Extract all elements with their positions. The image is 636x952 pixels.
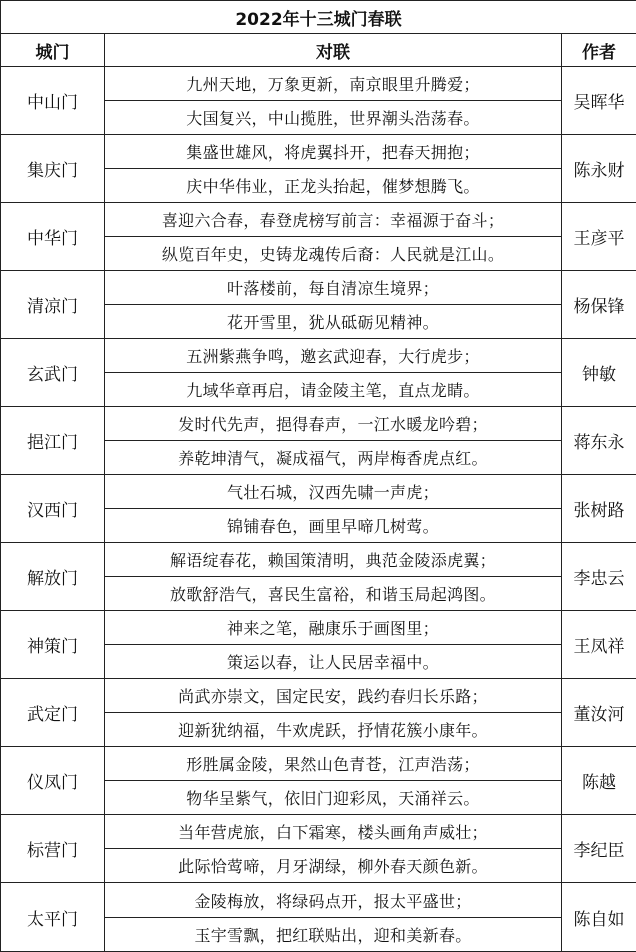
table-row [1, 883, 636, 918]
title-row [1, 1, 636, 34]
table-row [1, 747, 636, 781]
couplet-upper-line: 形胜属金陵，果然山色青苍，江声浩荡； [105, 747, 562, 781]
couplet-upper-line: 九州天地，万象更新，南京眼里升腾爱； [105, 67, 562, 101]
couplet-lower-line: 物华呈紫气，依旧门迎彩凤，天涌祥云。 [105, 781, 562, 815]
gate-name: 集庆门 [1, 135, 105, 203]
table-row [1, 679, 636, 713]
author-name: 钟敏 [562, 339, 636, 407]
gate-name: 标营门 [1, 815, 105, 883]
table-row [1, 271, 636, 305]
couplet-upper-line: 气壮石城，汉西先啸一声虎； [105, 475, 562, 509]
couplet-lower-line: 纵览百年史，史铸龙魂传后裔：人民就是江山。 [105, 237, 562, 271]
couplet-lower-line: 养乾坤清气，凝成福气，两岸梅香虎点红。 [105, 441, 562, 475]
author-name: 陈自如 [562, 883, 636, 952]
table-row [1, 475, 636, 509]
couplet-upper-line: 喜迎六合春，春登虎榜写前言：幸福源于奋斗； [105, 203, 562, 237]
couplet-upper-line: 发时代先声，挹得春声，一江水暖龙吟碧； [105, 407, 562, 441]
couplet-upper-line: 叶落楼前，每自清凉生境界； [105, 271, 562, 305]
table-row [1, 611, 636, 645]
gate-name: 武定门 [1, 679, 105, 747]
table-row [1, 407, 636, 441]
couplet-lower-line: 玉宇雪飘，把红联贴出，迎和美新春。 [105, 918, 562, 952]
author-name: 陈永财 [562, 135, 636, 203]
couplet-upper-line: 解语绽春花，赖国策清明，典范金陵添虎翼； [105, 543, 562, 577]
gate-name: 清凉门 [1, 271, 105, 339]
couplet-upper-line: 尚武亦崇文，国定民安，践约春归长乐路； [105, 679, 562, 713]
table-row [1, 67, 636, 101]
couplet-upper-line: 当年营虎旅，白下霜寒，楼头画角声威壮； [105, 815, 562, 849]
gate-name: 太平门 [1, 883, 105, 952]
couplet-upper-line: 神来之笔，融康乐于画图里； [105, 611, 562, 645]
author-name: 李忠云 [562, 543, 636, 611]
header-row [1, 34, 636, 67]
author-name: 王彦平 [562, 203, 636, 271]
gate-name: 神策门 [1, 611, 105, 679]
couplet-upper-line: 五洲紫燕争鸣，邀玄武迎春，大行虎步； [105, 339, 562, 373]
header-couplet: 对联 [105, 34, 562, 67]
author-name: 杨保锋 [562, 271, 636, 339]
author-name: 张树路 [562, 475, 636, 543]
author-name: 李纪臣 [562, 815, 636, 883]
couplet-lower-line: 花开雪里，犹从砥砺见精神。 [105, 305, 562, 339]
couplet-upper-line: 集盛世雄风，将虎翼抖开，把春天拥抱； [105, 135, 562, 169]
author-name: 蒋东永 [562, 407, 636, 475]
gate-name: 中山门 [1, 67, 105, 135]
couplet-lower-line: 放歌舒浩气，喜民生富裕，和谐玉局起鸿图。 [105, 577, 562, 611]
table-row [1, 815, 636, 849]
couplet-lower-line: 策运以春，让人民居幸福中。 [105, 645, 562, 679]
couplet-lower-line: 庆中华伟业，正龙头抬起，催梦想腾飞。 [105, 169, 562, 203]
couplet-upper-line: 金陵梅放，将绿码点开，报太平盛世； [105, 883, 562, 918]
gate-name: 玄武门 [1, 339, 105, 407]
gate-name: 挹江门 [1, 407, 105, 475]
gate-name: 仪凤门 [1, 747, 105, 815]
couplet-lower-line: 迎新犹纳福，牛欢虎跃，抒情花簇小康年。 [105, 713, 562, 747]
author-name: 董汝河 [562, 679, 636, 747]
author-name: 王凤祥 [562, 611, 636, 679]
gate-name: 中华门 [1, 203, 105, 271]
gate-name: 汉西门 [1, 475, 105, 543]
author-name: 吴晖华 [562, 67, 636, 135]
gate-name: 解放门 [1, 543, 105, 611]
table-row [1, 135, 636, 169]
table-row [1, 543, 636, 577]
couplet-lower-line: 大国复兴，中山揽胜，世界潮头浩荡春。 [105, 101, 562, 135]
couplet-lower-line: 锦铺春色，画里早啼几树莺。 [105, 509, 562, 543]
couplet-lower-line: 九域华章再启，请金陵主笔，直点龙睛。 [105, 373, 562, 407]
header-gate: 城门 [1, 34, 105, 67]
table-title: 2022年十三城门春联 [1, 1, 636, 34]
table-row [1, 203, 636, 237]
couplet-lower-line: 此际恰莺啼，月牙湖绿，柳外春天颜色新。 [105, 849, 562, 883]
author-name: 陈越 [562, 747, 636, 815]
header-author: 作者 [562, 34, 636, 67]
table-row [1, 339, 636, 373]
